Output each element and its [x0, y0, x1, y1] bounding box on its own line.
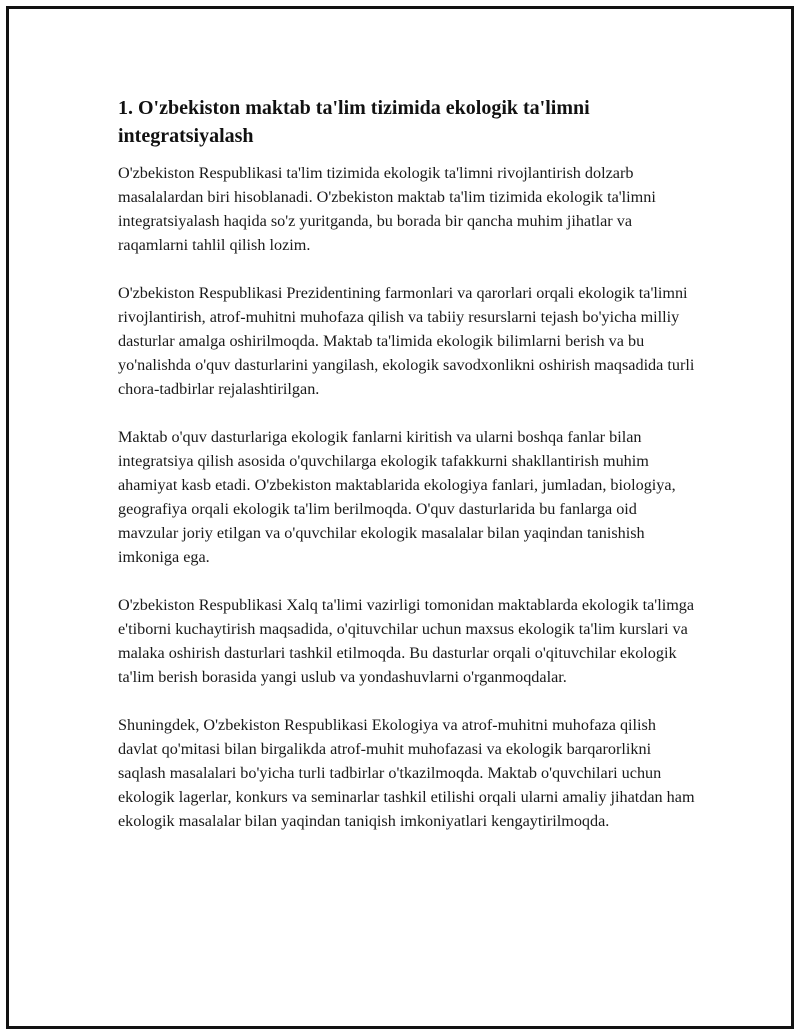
paragraph-1: O'zbekiston Respublikasi ta'lim tizimida ekologik ta'limni rivojlantirish dolzarb masalalardan biri hisoblanadi. O'zbekiston maktab ta'lim tizimida ekologik ta'limni integratsiyalash haqida so'z yuritganda, bu borada bir qancha muhim jihatlar va raqamlarni tahlil qilish lozim.: [118, 164, 656, 254]
paragraph-4: O'zbekiston Respublikasi Xalq ta'limi vazirligi tomonidan maktablarda ekologik ta'limga e'tiborni kuchaytirish maqsadida, o'qituvchilar uchun maxsus ekologik ta'lim kurslari va malaka oshirish dasturlari tashkil etilmoqda. Bu dasturlar orqali o'qituvchilar ekologik ta'lim berish borasida yangi uslub va yondashuvlarni o'rganmoqdalar.: [118, 596, 695, 686]
paragraph-2: O'zbekiston Respublikasi Prezidentining farmonlari va qarorlari orqali ekologik ta'limni rivojlantirish, atrof-muhitni muhofaza qilish va tabiiy resurslarni tejash bo'yicha milliy dasturlar amalga oshirilmoqda. Maktab ta'limida ekologik bilimlarni berish va bu yo'nalishda o'quv dasturlarini yangilash, ekologik savodxonlikni oshirish maqsadida turli chora-tadbirlar rejalashtirilgan.: [118, 284, 695, 398]
section-heading: 1. O'zbekiston maktab ta'lim tizimida ekologik ta'limni integratsiyalash: [118, 97, 590, 147]
paragraph-3: Maktab o'quv dasturlariga ekologik fanlarni kiritish va ularni boshqa fanlar bilan integratsiya qilish asosida o'quvchilarga ekologik tafakkurni shakllantirish muhim ahamiyat kasb etadi. O'zbekiston maktablarida ekologiya fanlari, jumladan, biologiya, geografiya orqali ekologik ta'lim berilmoqda. O'quv dasturlarida bu fanlarga oid mavzular joriy etilgan va o'quvchilar ekologik masalalar bilan yaqindan tanishish imkoniga ega.: [118, 428, 676, 566]
document-body: [118, 94, 698, 857]
paragraph-5: Shuningdek, O'zbekiston Respublikasi Ekologiya va atrof-muhitni muhofaza qilish davlat qo'mitasi bilan birgalikda atrof-muhit muhofazasi va ekologik barqarorlikni saqlash masalalari bo'yicha turli tadbirlar o'tkazilmoqda. Maktab o'quvchilari uchun ekologik lagerlar, konkurs va seminarlar tashkil etilishi orqali ularni amaliy jihatdan ham ekologik masalalar bilan yaqindan taniqish imkoniyatlari kengaytirilmoqda.: [118, 716, 695, 830]
